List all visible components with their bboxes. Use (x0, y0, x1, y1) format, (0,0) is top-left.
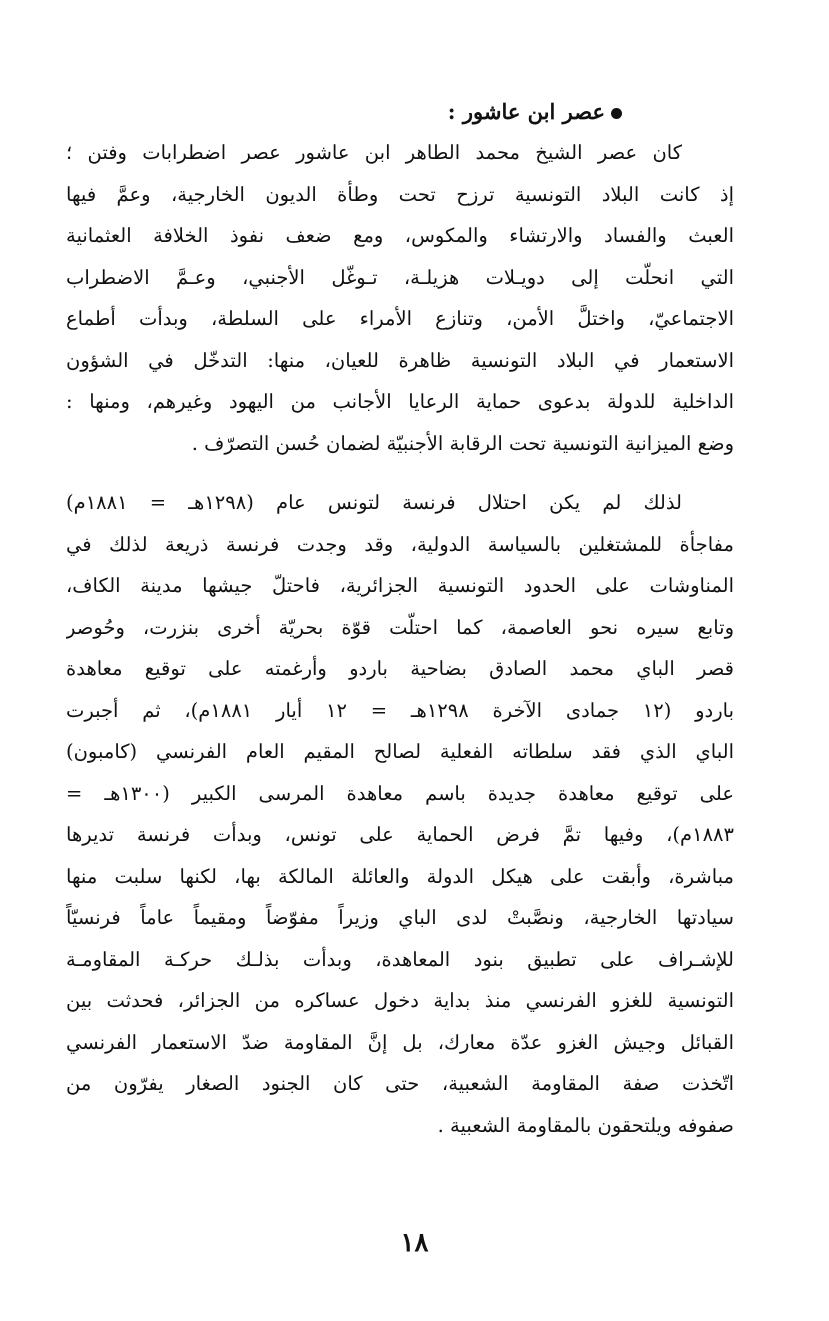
text-line: القبائل وجيش الغزو عدّة معارك، بل إنَّ المقاومة ضدّ الاستعمار الفرنسي (66, 1030, 734, 1054)
text-line: التي انحلّت إلى دويـلات هزيلـة، تـوغّل الأجنبي، وعـمَّ الاضطراب (66, 265, 734, 289)
text-line: الباي الذي فقد سلطاته الفعلية لصالح المقيم العام الفرنسي (كامبون) (66, 740, 734, 763)
text-line: إذ كانت البلاد التونسية ترزح تحت وطأة الديون الخارجية، وعمَّ فيها (66, 182, 734, 206)
text-line: الاجتماعيّ، واختلَّ الأمن، وتنازع الأمراء على السلطة، وبدأت أطماع (66, 307, 734, 330)
text-line: كان عصر الشيخ محمد الطاهر ابن عاشور عصر اضطرابات وفتن ؛ (66, 141, 682, 164)
book-page (66, 92, 734, 1146)
text-line: قصر الباي محمد الصادق بضاحية باردو وأرغمته على توقيع معاهدة (66, 657, 734, 680)
text-line: وتابع سيره نحو العاصمة، كما احتلّت قوّة بحريّة أخرى بنزرت، وحُوصر (66, 615, 734, 639)
section-heading-text: عصر ابن عاشور : (447, 99, 605, 124)
text-line: ١٨٨٣م)، وفيها تمَّ فرض الحماية على تونس، وبدأت فرنسة تديرها (66, 823, 734, 846)
bullet-icon (611, 108, 622, 119)
text-line: مفاجأة للمشتغلين بالسياسة الدولية، وقد وجدت فرنسة ذريعة لذلك في (66, 532, 734, 556)
text-line: للإشـراف على تطبيق بنود المعاهدة، وبدأت بذلـك حركـة المقاومـة (66, 947, 734, 971)
text-line: لذلك لم يكن احتلال فرنسة لتونس عام (١٢٩٨هـ = ١٨٨١م) (66, 491, 682, 514)
paragraph-2 (66, 482, 734, 1146)
text-line: المناوشات على الحدود التونسية الجزائرية، فاحتلّ جيشها مدينة الكاف، (66, 574, 734, 597)
text-line: باردو (١٢ جمادى الآخرة ١٢٩٨هـ = ١٢ أيار ١٨٨١م)، ثم أجبرت (66, 698, 734, 722)
page-number: ١٨ (400, 1228, 429, 1258)
text-line: مباشرة، وأبقت على هيكل الدولة والعائلة المالكة بها، لكنها سلبت منها (66, 864, 734, 888)
paragraph-1 (66, 132, 734, 464)
text-line: العبث والفساد والارتشاء والمكوس، ومع ضعف نفوذ الخلافة العثمانية (66, 224, 734, 247)
text-line: التونسية للغزو الفرنسي منذ بداية دخول عساكره من الجزائر، فحدثت بين (66, 989, 734, 1012)
text-line: اتّخذت صفة المقاومة الشعبية، حتى كان الجنود الصغار يفرّون من (66, 1072, 734, 1095)
paragraph-gap (66, 464, 734, 482)
section-heading (66, 92, 734, 132)
text-line: سيادتها الخارجية، ونصَّبتْ لدى الباي وزيراً مفوّضاً ومقيماً عاماً فرنسيّاً (66, 906, 734, 929)
text-line: على توقيع معاهدة جديدة باسم معاهدة المرسى الكبير (١٣٠٠هـ = (66, 781, 734, 805)
text-line: صفوفه ويلتحقون بالمقاومة الشعبية . (437, 1113, 734, 1137)
text-line: الاستعمار في البلاد التونسية ظاهرة للعيان، منها: التدخّل في الشؤون (66, 348, 734, 372)
text-line: وضع الميزانية التونسية تحت الرقابة الأجنبيّة لضمان حُسن التصرّف . (191, 431, 734, 455)
text-line: الداخلية للدولة بدعوى حماية الرعايا الأجانب من اليهود وغيرهم، ومنها : (66, 390, 734, 413)
